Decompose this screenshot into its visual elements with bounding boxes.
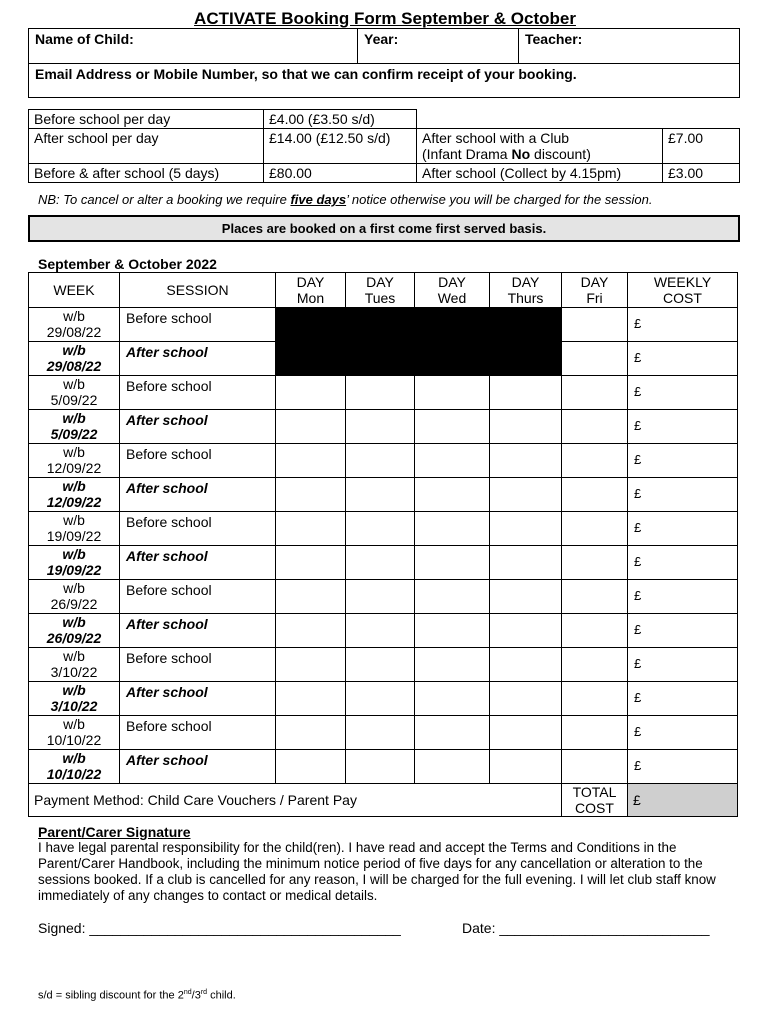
day-booking-cell-fri[interactable]	[562, 308, 628, 342]
price-collect-value: £3.00	[663, 164, 740, 183]
col-week: WEEK	[29, 273, 120, 308]
closed-day-cell	[490, 342, 562, 376]
day-booking-cell-mon[interactable]	[276, 546, 346, 580]
table-row	[29, 716, 738, 750]
weekly-cost-cell[interactable]: £	[628, 546, 738, 580]
col-fri	[562, 273, 628, 308]
day-booking-cell-wed[interactable]	[415, 580, 490, 614]
price-table	[28, 109, 740, 183]
day-booking-cell-fri[interactable]	[562, 682, 628, 716]
day-booking-cell-fri[interactable]	[562, 580, 628, 614]
closed-day-cell	[415, 308, 490, 342]
day-booking-cell-wed[interactable]	[415, 512, 490, 546]
day-booking-cell-mon[interactable]	[276, 410, 346, 444]
day-wed: Wed	[437, 290, 467, 306]
week-date: 3/10/22	[50, 664, 98, 680]
col-cost	[628, 273, 738, 308]
week-prefix: w/b	[63, 376, 85, 392]
day-booking-cell-fri[interactable]	[562, 410, 628, 444]
cancellation-note	[38, 192, 652, 207]
day-mon: Mon	[296, 290, 325, 306]
day-booking-cell-thu[interactable]	[490, 410, 562, 444]
table-row	[29, 648, 738, 682]
day-booking-cell-tue[interactable]	[346, 716, 415, 750]
closed-day-cell	[346, 308, 415, 342]
week-cell	[29, 682, 120, 716]
week-cell	[29, 750, 120, 784]
day-booking-cell-fri[interactable]	[562, 478, 628, 512]
payment-method: Payment Method: Child Care Vouchers / Parent Pay	[29, 784, 562, 817]
week-prefix: w/b	[63, 512, 85, 528]
week-prefix: w/b	[62, 546, 86, 562]
day-booking-cell-thu[interactable]	[490, 682, 562, 716]
day-booking-cell-fri[interactable]	[562, 512, 628, 546]
price-before-label: Before school per day	[29, 110, 264, 129]
day-booking-cell-mon[interactable]	[276, 444, 346, 478]
price-both-label: Before & after school (5 days)	[29, 164, 264, 183]
footnote-pre: s/d = sibling discount for the 2	[38, 989, 184, 1002]
table-row	[29, 512, 738, 546]
day-booking-cell-wed[interactable]	[415, 444, 490, 478]
day-word: DAY	[438, 274, 466, 290]
closed-day-cell	[276, 342, 346, 376]
day-booking-cell-mon[interactable]	[276, 376, 346, 410]
table-row	[29, 682, 738, 716]
club-line-2b: No	[511, 146, 531, 162]
day-booking-cell-tue[interactable]	[346, 478, 415, 512]
weekly-cost-cell[interactable]: £	[628, 512, 738, 546]
price-after-label: After school per day	[29, 129, 264, 164]
day-booking-cell-fri[interactable]	[562, 648, 628, 682]
week-date: 10/10/22	[46, 732, 102, 748]
day-booking-cell-fri[interactable]	[562, 342, 628, 376]
date-line[interactable]: Date: ___________________________	[462, 920, 710, 936]
col-session: SESSION	[120, 273, 276, 308]
booking-grid	[28, 272, 738, 817]
week-cell	[29, 580, 120, 614]
col-mon	[276, 273, 346, 308]
cost-line-1: WEEKLY	[653, 274, 712, 290]
day-booking-cell-fri[interactable]	[562, 376, 628, 410]
week-date: 10/10/22	[46, 766, 102, 782]
signature-declaration: I have legal parental responsibility for the child(ren). I have read and accept the Terms and Conditions in the Parent/Carer Handbook, including the minimum notice period of five days for any cancellation or alteration to the sessions booked. If a club is cancelled for any reason, I will be charged for the full evening. I will let club staff know immediately of any changes to contact or medical details.	[38, 840, 716, 903]
note-strong: five days	[290, 192, 347, 207]
day-booking-cell-fri[interactable]	[562, 716, 628, 750]
day-booking-cell-thu[interactable]	[490, 648, 562, 682]
day-booking-cell-thu[interactable]	[490, 750, 562, 784]
table-row	[29, 342, 738, 376]
week-cell	[29, 410, 120, 444]
week-cell	[29, 478, 120, 512]
footnote-sup2: rd	[200, 989, 208, 996]
price-both-value: £80.00	[264, 164, 417, 183]
weekly-cost-cell[interactable]: £	[628, 376, 738, 410]
weekly-cost-cell[interactable]: £	[628, 580, 738, 614]
teacher-label: Teacher:	[525, 31, 583, 47]
week-cell	[29, 376, 120, 410]
places-banner: Places are booked on a first come first served basis.	[28, 215, 740, 242]
day-booking-cell-fri[interactable]	[562, 614, 628, 648]
note-post: ’ notice otherwise you will be charged for the session.	[346, 192, 653, 207]
day-booking-cell-tue[interactable]	[346, 750, 415, 784]
week-prefix: w/b	[62, 478, 86, 494]
table-row	[29, 546, 738, 580]
week-prefix: w/b	[62, 750, 86, 766]
day-booking-cell-wed[interactable]	[415, 376, 490, 410]
week-prefix: w/b	[63, 716, 85, 732]
session-cell: After school	[120, 614, 276, 648]
price-club-value: £7.00	[663, 129, 740, 164]
week-date: 5/09/22	[50, 426, 98, 442]
week-date: 12/09/22	[46, 460, 102, 476]
note-pre: NB: To cancel or alter a booking we require	[38, 192, 291, 207]
day-word: DAY	[366, 274, 394, 290]
day-booking-cell-thu[interactable]	[490, 444, 562, 478]
day-word: DAY	[580, 274, 609, 290]
table-row	[29, 444, 738, 478]
weekly-cost-cell[interactable]: £	[628, 716, 738, 750]
week-date: 26/9/22	[50, 596, 98, 612]
weekly-cost-cell[interactable]: £	[628, 444, 738, 478]
table-row	[29, 614, 738, 648]
day-booking-cell-mon[interactable]	[276, 512, 346, 546]
session-cell: After school	[120, 546, 276, 580]
day-booking-cell-mon[interactable]	[276, 478, 346, 512]
col-wed	[415, 273, 490, 308]
week-date: 29/08/22	[46, 358, 102, 374]
day-booking-cell-wed[interactable]	[415, 716, 490, 750]
closed-day-cell	[276, 308, 346, 342]
table-row	[29, 478, 738, 512]
sibling-footnote	[38, 989, 236, 1002]
day-booking-cell-tue[interactable]	[346, 614, 415, 648]
session-cell: After school	[120, 750, 276, 784]
day-booking-cell-mon[interactable]	[276, 648, 346, 682]
cost-line-2: COST	[663, 290, 702, 306]
session-cell: After school	[120, 682, 276, 716]
week-prefix: w/b	[63, 444, 85, 460]
year-field[interactable]	[358, 29, 519, 64]
club-line-2c: discount)	[530, 146, 591, 162]
weekly-cost-cell[interactable]: £	[628, 750, 738, 784]
signed-line[interactable]: Signed: ________________________________________	[38, 920, 401, 936]
week-cell	[29, 308, 120, 342]
week-cell	[29, 512, 120, 546]
day-booking-cell-mon[interactable]	[276, 716, 346, 750]
week-date: 12/09/22	[46, 494, 102, 510]
email-label: Email Address or Mobile Number, so that we can confirm receipt of your booking.	[35, 66, 577, 82]
day-booking-cell-fri[interactable]	[562, 444, 628, 478]
day-booking-cell-thu[interactable]	[490, 478, 562, 512]
form-title: ACTIVATE Booking Form September & October	[194, 9, 576, 28]
day-booking-cell-tue[interactable]	[346, 444, 415, 478]
day-booking-cell-tue[interactable]	[346, 376, 415, 410]
club-line-2a: (Infant Drama	[422, 146, 512, 162]
table-row	[29, 750, 738, 784]
week-cell	[29, 444, 120, 478]
price-club-label	[417, 129, 663, 164]
day-booking-cell-wed[interactable]	[415, 546, 490, 580]
email-field[interactable]	[29, 64, 740, 98]
week-prefix: w/b	[63, 308, 85, 324]
closed-day-cell	[415, 342, 490, 376]
weekly-cost-cell[interactable]: £	[628, 342, 738, 376]
weekly-cost-cell[interactable]: £	[628, 308, 738, 342]
day-word: DAY	[296, 274, 325, 290]
weekly-cost-cell[interactable]: £	[628, 648, 738, 682]
week-cell	[29, 342, 120, 376]
weekly-cost-cell[interactable]: £	[628, 410, 738, 444]
child-name-label: Name of Child:	[35, 31, 134, 47]
year-label: Year:	[364, 31, 399, 47]
closed-day-cell	[490, 308, 562, 342]
day-fri: Fri	[586, 290, 603, 306]
day-booking-cell-thu[interactable]	[490, 580, 562, 614]
price-after-value: £14.00 (£12.50 s/d)	[264, 129, 417, 164]
footnote-post: child.	[207, 989, 236, 1002]
session-cell: Before school	[120, 716, 276, 750]
week-date: 19/09/22	[46, 562, 102, 578]
day-booking-cell-mon[interactable]	[276, 750, 346, 784]
day-word: DAY	[511, 274, 540, 290]
day-booking-cell-mon[interactable]	[276, 614, 346, 648]
day-booking-cell-thu[interactable]	[490, 546, 562, 580]
day-booking-cell-tue[interactable]	[346, 512, 415, 546]
day-thu: Thurs	[507, 290, 544, 306]
child-name-field[interactable]	[29, 29, 358, 64]
day-booking-cell-fri[interactable]	[562, 546, 628, 580]
day-booking-cell-thu[interactable]	[490, 614, 562, 648]
session-cell: Before school	[120, 444, 276, 478]
week-cell	[29, 614, 120, 648]
day-booking-cell-thu[interactable]	[490, 512, 562, 546]
week-date: 29/08/22	[46, 324, 102, 340]
session-cell: After school	[120, 342, 276, 376]
week-date: 26/09/22	[46, 630, 102, 646]
week-prefix: w/b	[62, 682, 86, 698]
session-cell: Before school	[120, 580, 276, 614]
price-collect-label: After school (Collect by 4.15pm)	[417, 164, 663, 183]
session-cell: Before school	[120, 308, 276, 342]
week-cell	[29, 546, 120, 580]
day-booking-cell-thu[interactable]	[490, 716, 562, 750]
week-date: 19/09/22	[46, 528, 102, 544]
club-line-1: After school with a Club	[422, 130, 570, 146]
table-row	[29, 308, 738, 342]
teacher-field[interactable]	[519, 29, 740, 64]
schedule-title: September & October 2022	[38, 256, 217, 272]
day-booking-cell-wed[interactable]	[415, 614, 490, 648]
table-row	[29, 580, 738, 614]
footnote-mid: /3	[191, 989, 201, 1002]
day-booking-cell-mon[interactable]	[276, 682, 346, 716]
day-booking-cell-wed[interactable]	[415, 648, 490, 682]
week-prefix: w/b	[62, 614, 86, 630]
day-booking-cell-tue[interactable]	[346, 410, 415, 444]
total-cost-label: TOTAL COST	[562, 784, 628, 817]
week-prefix: w/b	[62, 410, 86, 426]
session-cell: Before school	[120, 512, 276, 546]
session-cell: After school	[120, 410, 276, 444]
footnote-sup1: nd	[183, 989, 192, 996]
col-tue	[346, 273, 415, 308]
table-row	[29, 376, 738, 410]
day-booking-cell-tue[interactable]	[346, 546, 415, 580]
col-thu	[490, 273, 562, 308]
total-cost-value[interactable]: £	[628, 784, 738, 817]
week-prefix: w/b	[62, 342, 86, 358]
session-cell: Before school	[120, 376, 276, 410]
session-cell: Before school	[120, 648, 276, 682]
week-prefix: w/b	[63, 648, 85, 664]
day-booking-cell-fri[interactable]	[562, 750, 628, 784]
day-booking-cell-thu[interactable]	[490, 376, 562, 410]
child-details-table	[28, 28, 740, 98]
week-date: 3/10/22	[50, 698, 98, 714]
day-booking-cell-tue[interactable]	[346, 648, 415, 682]
day-booking-cell-wed[interactable]	[415, 682, 490, 716]
price-before-value: £4.00 (£3.50 s/d)	[264, 110, 417, 129]
day-booking-cell-wed[interactable]	[415, 750, 490, 784]
closed-day-cell	[346, 342, 415, 376]
day-booking-cell-wed[interactable]	[415, 478, 490, 512]
week-cell	[29, 648, 120, 682]
weekly-cost-cell[interactable]: £	[628, 614, 738, 648]
week-prefix: w/b	[63, 580, 85, 596]
week-date: 5/09/22	[50, 392, 98, 408]
week-cell	[29, 716, 120, 750]
weekly-cost-cell[interactable]: £	[628, 682, 738, 716]
day-booking-cell-tue[interactable]	[346, 682, 415, 716]
session-cell: After school	[120, 478, 276, 512]
table-row	[29, 410, 738, 444]
weekly-cost-cell[interactable]: £	[628, 478, 738, 512]
signature-heading: Parent/Carer Signature	[38, 824, 191, 840]
day-booking-cell-mon[interactable]	[276, 580, 346, 614]
day-booking-cell-tue[interactable]	[346, 580, 415, 614]
day-booking-cell-wed[interactable]	[415, 410, 490, 444]
day-tue: Tues	[364, 290, 396, 306]
